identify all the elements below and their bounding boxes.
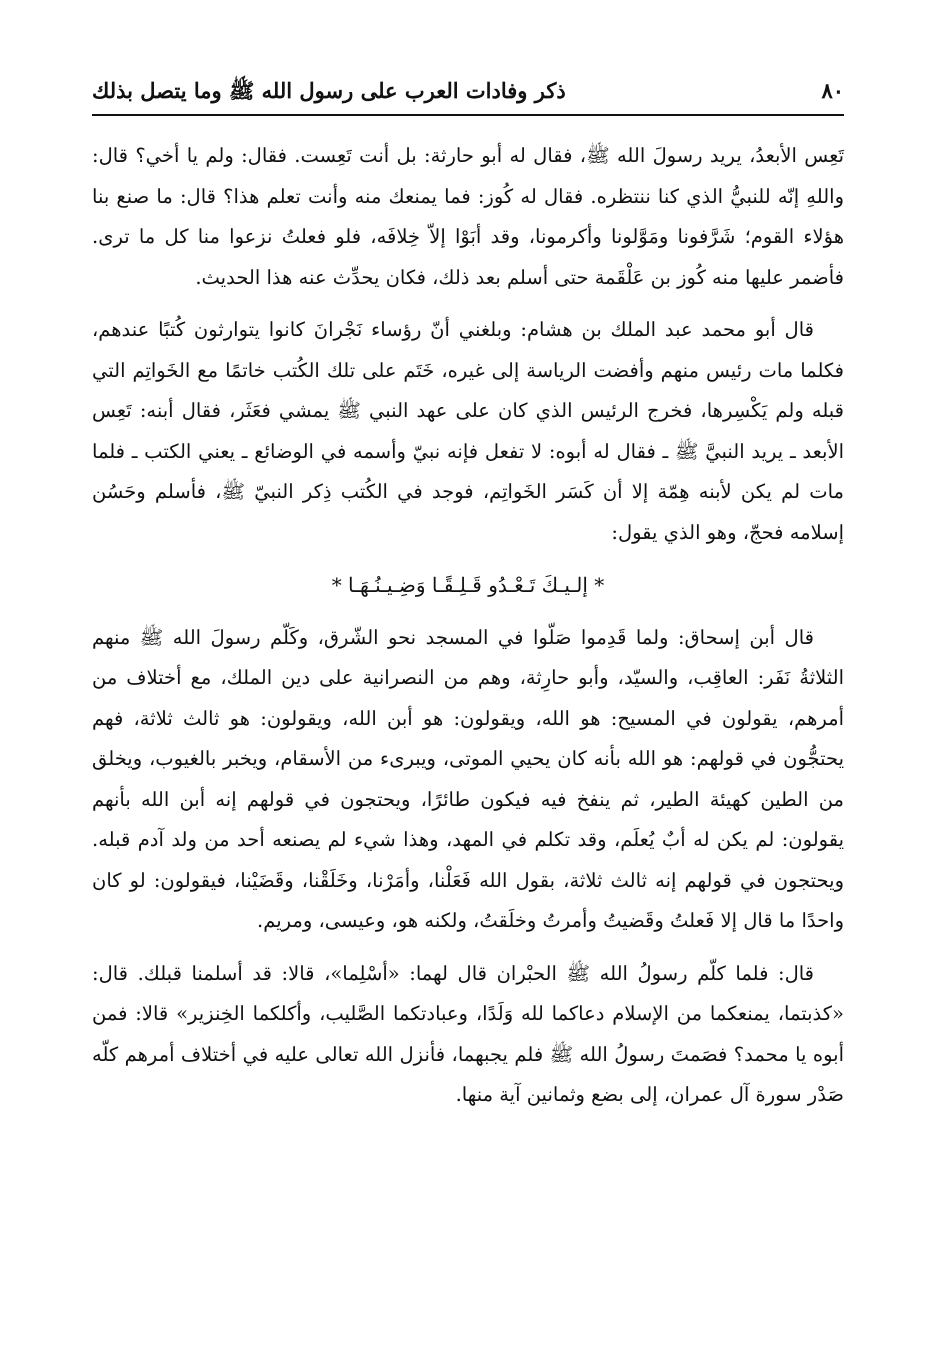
running-header	[92, 70, 844, 114]
paragraph-1: تَعِس الأبعدُ، يريد رسولَ الله ﷺ، فقال له أبو حارثة: بل أنت تَعِست. فقال: ولم يا أخي؟ قال: واللهِ إنّه للنبيُّ الذي كنا ننتظره. فقال له كُوز: فما يمنعك منه وأنت تعلم هذا؟ قال: ما صنع بنا هؤلاء القوم؛ شَرَّفونا ومَوَّلونا وأكرمونا، وقد أبَوْا إلاّ خِلافَه، فلو فعلتُ نزعوا منا كل ما ترى. فأضمر عليها منه كُوز بن عَلْقَمة حتى أسلم بعد ذلك، فكان يحدِّث عنه هذا الحديث.	[92, 144, 844, 289]
verse-line: * إلـيـكَ تَـعْـدُو قَـلِـقًـا وَضِـيـنُـهَـا *	[331, 573, 605, 597]
chapter-title: ذكر وفادات العرب على رسول الله ﷺ وما يتصل بذلك	[92, 78, 566, 103]
paragraph-2: قال أبو محمد عبد الملك بن هشام: وبلغني أنّ رؤساء نَجْرانَ كانوا يتوارثون كُتبًا عندهم، فكلما مات رئيس منهم وأفضت الرياسة إلى غيره، خَتَم على تلك الكُتب خاتمًا مع الخَواتِم التي قبله ولم يَكْسِرها، فخرج الرئيس الذي كان على عهد النبي ﷺ يمشي فعَثَر، فقال أبنه: تَعِس الأبعد ـ يريد النبيَّ ﷺ ـ فقال له أبوه: لا تفعل فإنه نبيّ وأسمه في الوضائع ـ يعني الكتب ـ فلما مات لم يكن لأبنه هِمّة إلا أن كَسَر الخَواتِم، فوجد في الكُتب ذِكر النبيّ ﷺ، فأسلم وحَسُن إسلامه فحجّ، وهو الذي يقول:	[92, 318, 844, 544]
book-page	[92, 70, 844, 1350]
page-body	[92, 136, 844, 1116]
paragraph-3: قال أبن إسحاق: ولما قَدِموا صَلّوا في المسجد نحو الشّرق، وكَلّم رسولَ الله ﷺ منهم الثلاثةُ نَفَر: العاقِب، والسيّد، وأبو حارِثة، وهم من النصرانية على دين الملك، مع أختلاف من أمرهم، يقولون في المسيح: هو الله، ويقولون: هو أبن الله، ويقولون: هو ثالث ثلاثة، فهم يحتجُّون في قولهم: هو الله بأنه كان يحيي الموتى، ويبرىء من الأسقام، ويخبر بالغيوب، ويخلق من الطين كهيئة الطير، ثم ينفخ فيه فيكون طائرًا، ويحتجون في قولهم إنه أبن الله بأنهم يقولون: لم يكن له أبٌ يُعلَم، وقد تكلم في المهد، وهذا شيء لم يصنعه أحد من ولد آدم قبله. ويحتجون في قولهم إنه ثالث ثلاثة، بقول الله فَعَلْنا، وأمَرْنا، وخَلَقْنا، وقَضَيْنا، فيقولون: لو كان واحدًا ما قال إلا فَعلتُ وقَضيتُ وأمرتُ وخلَقتُ، ولكنه هو، وعيسى، ومريم.	[92, 625, 844, 932]
page-number: ٨٠	[821, 78, 844, 103]
paragraph-4: قال: فلما كلّم رسولُ الله ﷺ الحبْران قال لهما: «أسْلِما»، قالا: قد أسلمنا قبلك. قال: «كذبتما، يمنعكما من الإسلام دعاكما لله وَلَدًا، وعبادتكما الصَّليب، وأكلكما الخِنزير» قالا: فمن أبوه يا محمد؟ فصَمتَ رسولُ الله ﷺ فلم يجبهما، فأنزل الله تعالى عليه في أختلاف أمرهم كلّه صَدْر سورة آل عمران، إلى بضع وثمانين آية منها.	[92, 961, 844, 1106]
header-divider	[92, 114, 844, 116]
